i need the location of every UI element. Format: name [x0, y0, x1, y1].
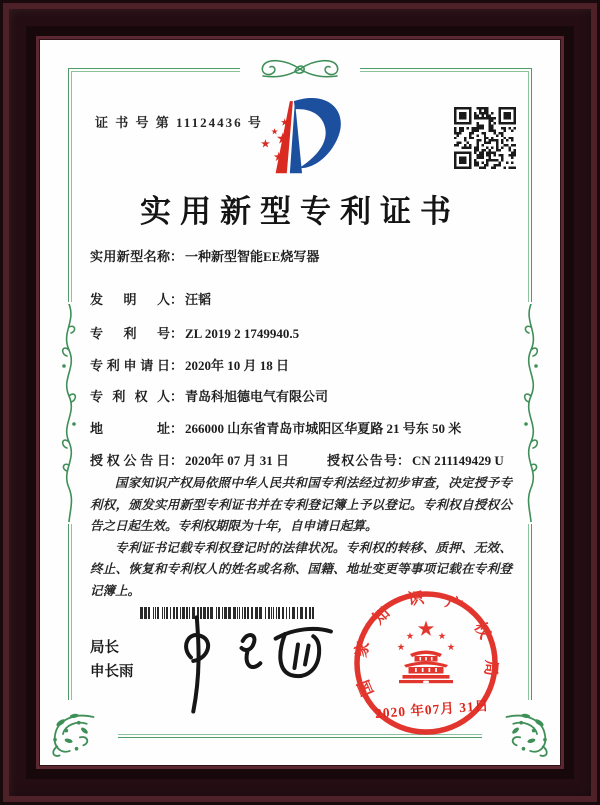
- field-row-patentee: [90, 386, 328, 405]
- director-label: 局长: [90, 640, 119, 656]
- certificate-paper: [40, 40, 560, 765]
- field-value: 2020年 10 月 18 日: [185, 358, 290, 373]
- field-value: 266000 山东省青岛市城阳区华夏路 21 号东 50 米: [185, 421, 462, 436]
- field-label: 专利申请日: [90, 358, 170, 373]
- top-scroll-ornament: [225, 56, 375, 82]
- colon: ：: [170, 421, 184, 436]
- field-value: 青岛科旭德电气有限公司: [185, 389, 329, 404]
- qr-code: [454, 107, 516, 169]
- left-flourish-ornament: [56, 304, 82, 522]
- director-signature: [158, 608, 358, 713]
- field-label: 发明人: [90, 292, 170, 307]
- colon: ：: [170, 453, 184, 468]
- field-label: 专利号: [90, 326, 170, 341]
- field-row-inventor: [90, 289, 211, 308]
- cnipa-logo: [238, 96, 360, 180]
- field-row-patent-no: [90, 323, 299, 342]
- colon: ：: [170, 249, 184, 264]
- certificate-number: 证 书 号 第 11124436 号: [95, 115, 263, 130]
- seal-date: 2020 年07月 31日: [374, 698, 490, 721]
- field-label: 专利权人: [90, 389, 170, 404]
- field-row-name: [90, 246, 319, 265]
- colon: ：: [170, 292, 184, 307]
- field-label: 授权公告号: [327, 453, 398, 468]
- field-value: CN 211149429 U: [412, 453, 504, 468]
- field-value: 一种新型智能EE烧写器: [185, 249, 320, 264]
- certificate-title: 实用新型专利证书: [140, 194, 460, 229]
- colon: ：: [170, 326, 184, 341]
- bottom-right-floral-ornament: [502, 708, 554, 760]
- colon: ：: [170, 358, 184, 373]
- field-row-grant: [90, 450, 504, 469]
- seal-ring-text: 国家知识产权局: [352, 589, 500, 699]
- right-flourish-ornament: [518, 304, 544, 522]
- legal-text: [90, 473, 512, 602]
- legal-paragraph: 专利证书记载专利权登记时的法律状况。专利权的转移、质押、无效、终止、恢复和专利权人的姓名或名称、国籍、地址变更等事项记载在专利登记簿上。: [90, 540, 512, 598]
- colon: ：: [397, 453, 411, 468]
- bottom-left-floral-ornament: [46, 708, 98, 760]
- field-label: 地址: [90, 421, 170, 436]
- field-label: 授权公告日: [90, 453, 170, 468]
- field-label: 实用新型名称: [90, 249, 170, 264]
- field-value: 2020年 07 月 31 日: [185, 453, 290, 468]
- field-value: 汪韬: [185, 292, 212, 307]
- field-value: ZL 2019 2 1749940.5: [185, 326, 300, 341]
- field-row-filing-date: [90, 355, 289, 374]
- director-block: [90, 636, 134, 684]
- legal-paragraph: 国家知识产权局依照中华人民共和国专利法经过初步审查，决定授予专利权，颁发实用新型专利证书并在专利登记簿上予以登记。专利权自授权公告之日起生效。专利权期限为十年，自申请日起算。: [90, 476, 512, 533]
- colon: ：: [170, 389, 184, 404]
- field-row-address: [90, 418, 461, 437]
- national-emblem: [397, 621, 454, 684]
- director-name: 申长雨: [90, 664, 134, 680]
